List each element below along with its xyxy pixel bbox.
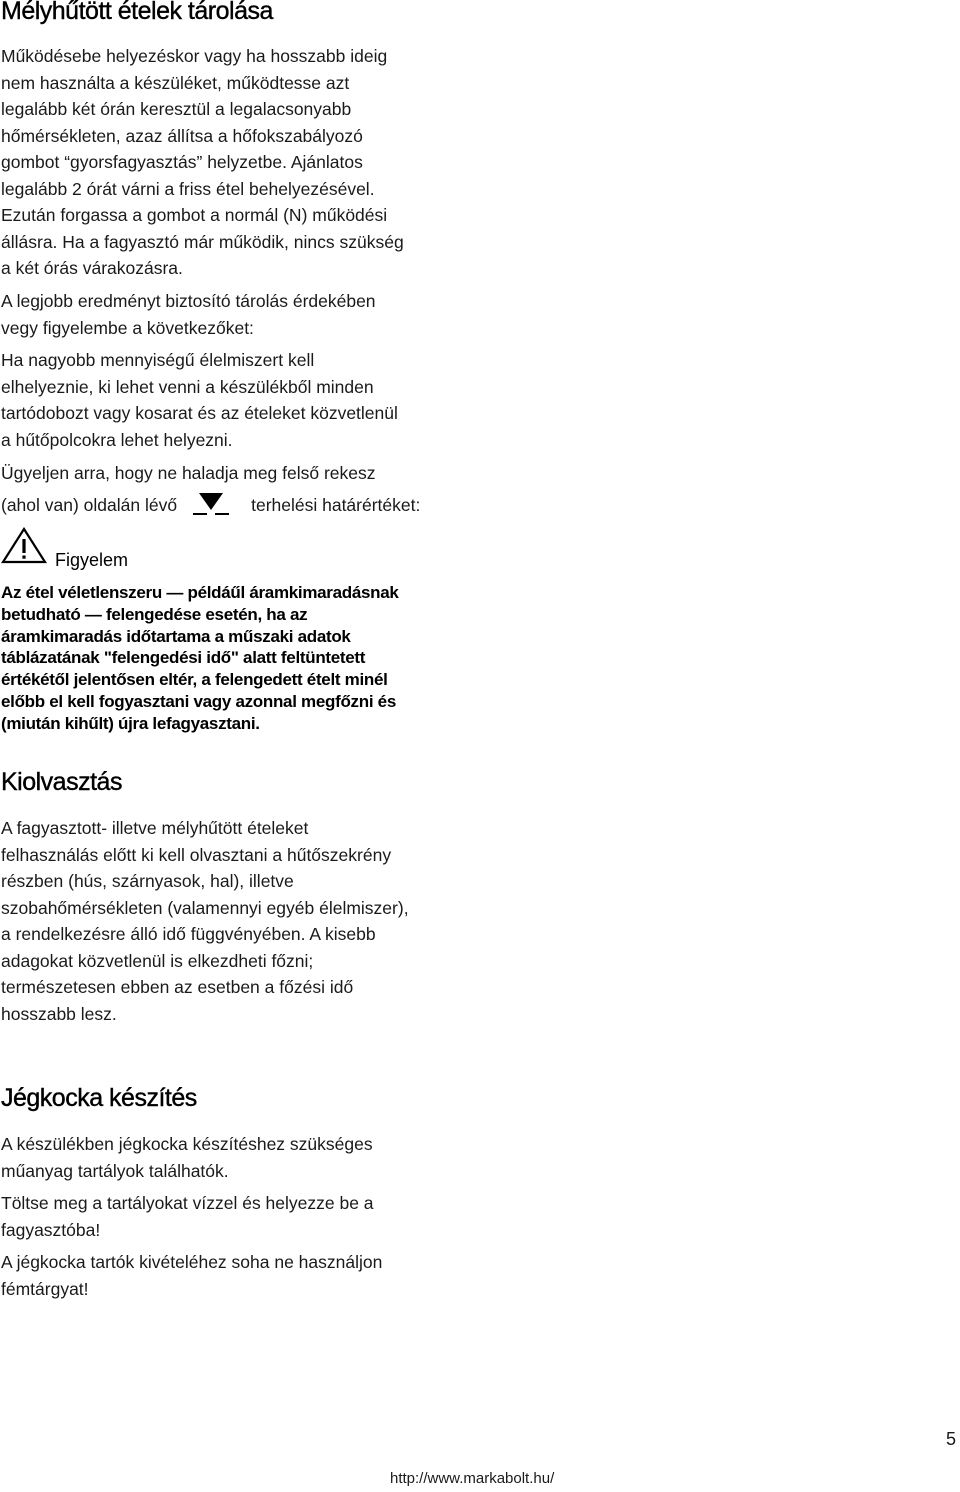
warning-text: Az étel véletlenszeru — példáűl áramkimaradásnak betudható — felengedése esetén, ha az áramkimaradás időtartama a műszaki adatok táblázatának "felengedési idő" alatt feltüntetett értékétől jelentősen eltér, a felengedett ételt minél előbb el kell fogyasztani vagy azonnal megfőzni és (miután kihűlt) újra lefagyasztani. xyxy=(1,583,399,733)
paragraph-ice-trays: A készülékben jégkocka készítéshez szükséges műanyag tartályok találhatók. xyxy=(1,1134,373,1181)
footer-url[interactable]: http://www.markabolt.hu/ xyxy=(390,1470,555,1487)
section-title-freezer-storage: Mélyhűtött ételek tárolása xyxy=(1,0,273,25)
load-limit-icon xyxy=(193,493,229,517)
paragraph-fill-trays: Töltse meg a tartályokat vízzel és helyezze be a fagyasztóba! xyxy=(1,1193,374,1240)
warning-heading xyxy=(1,527,471,570)
paragraph-defrosting: A fagyasztott- illetve mélyhűtött ételeket felhasználás előtt ki kell olvasztani a hűtőszekrény részben (hús, szárnyasok, hal), illetve szobahőmérsékleten (valamennyi egyéb élelmiszer), a rendelkezésre álló idő függvényében. A kisebb adagokat közvetlenül is elkezdheti főzni; természetesen ebben az esetben a főzési idő hosszabb lesz. xyxy=(1,818,409,1024)
section-title-ice-cubes: Jégkocka készítés xyxy=(1,1084,197,1112)
paragraph-best-results: A legjobb eredményt biztosító tárolás érdekében vegy figyelembe a következőket: xyxy=(1,291,376,338)
warning-label: Figyelem xyxy=(55,550,129,570)
warning-triangle-icon xyxy=(1,527,47,565)
page-number: 5 xyxy=(945,1429,956,1449)
paragraph-no-metal: A jégkocka tartók kivételéhez soha ne használjon fémtárgyat! xyxy=(1,1252,383,1299)
paragraph-load-limit-line2: (ahol van) oldalán lévő terhelési határértéket: xyxy=(1,492,471,519)
section-title-defrosting: Kiolvasztás xyxy=(1,768,122,796)
paragraph-load-limit-line1: Ügyeljen arra, hogy ne haladja meg felső rekesz xyxy=(1,463,376,483)
paragraph-startup: Működésebe helyezéskor vagy ha hosszabb ideig nem használta a készüléket, működtesse azt legalább két órán keresztül a legalacsonyabb hőmérsékleten, azaz állítsa a hőfokszabályozó gombot “gyorsfagyasztás” helyzetbe. Ajánlatos legalább 2 órát várni a friss étel behelyezésével. Ezután forgassa a gombot a normál (N) működési állásra. Ha a fagyasztó már működik, nincs szükség a két órás várakozásra. xyxy=(1,46,404,278)
paragraph-large-quantity: Ha nagyobb mennyiségű élelmiszert kell elhelyeznie, ki lehet venni a készülékből minden tartódobozt vagy kosarat és az ételeket közvetlenül a hűtőpolcokra lehet helyezni. xyxy=(1,350,398,450)
